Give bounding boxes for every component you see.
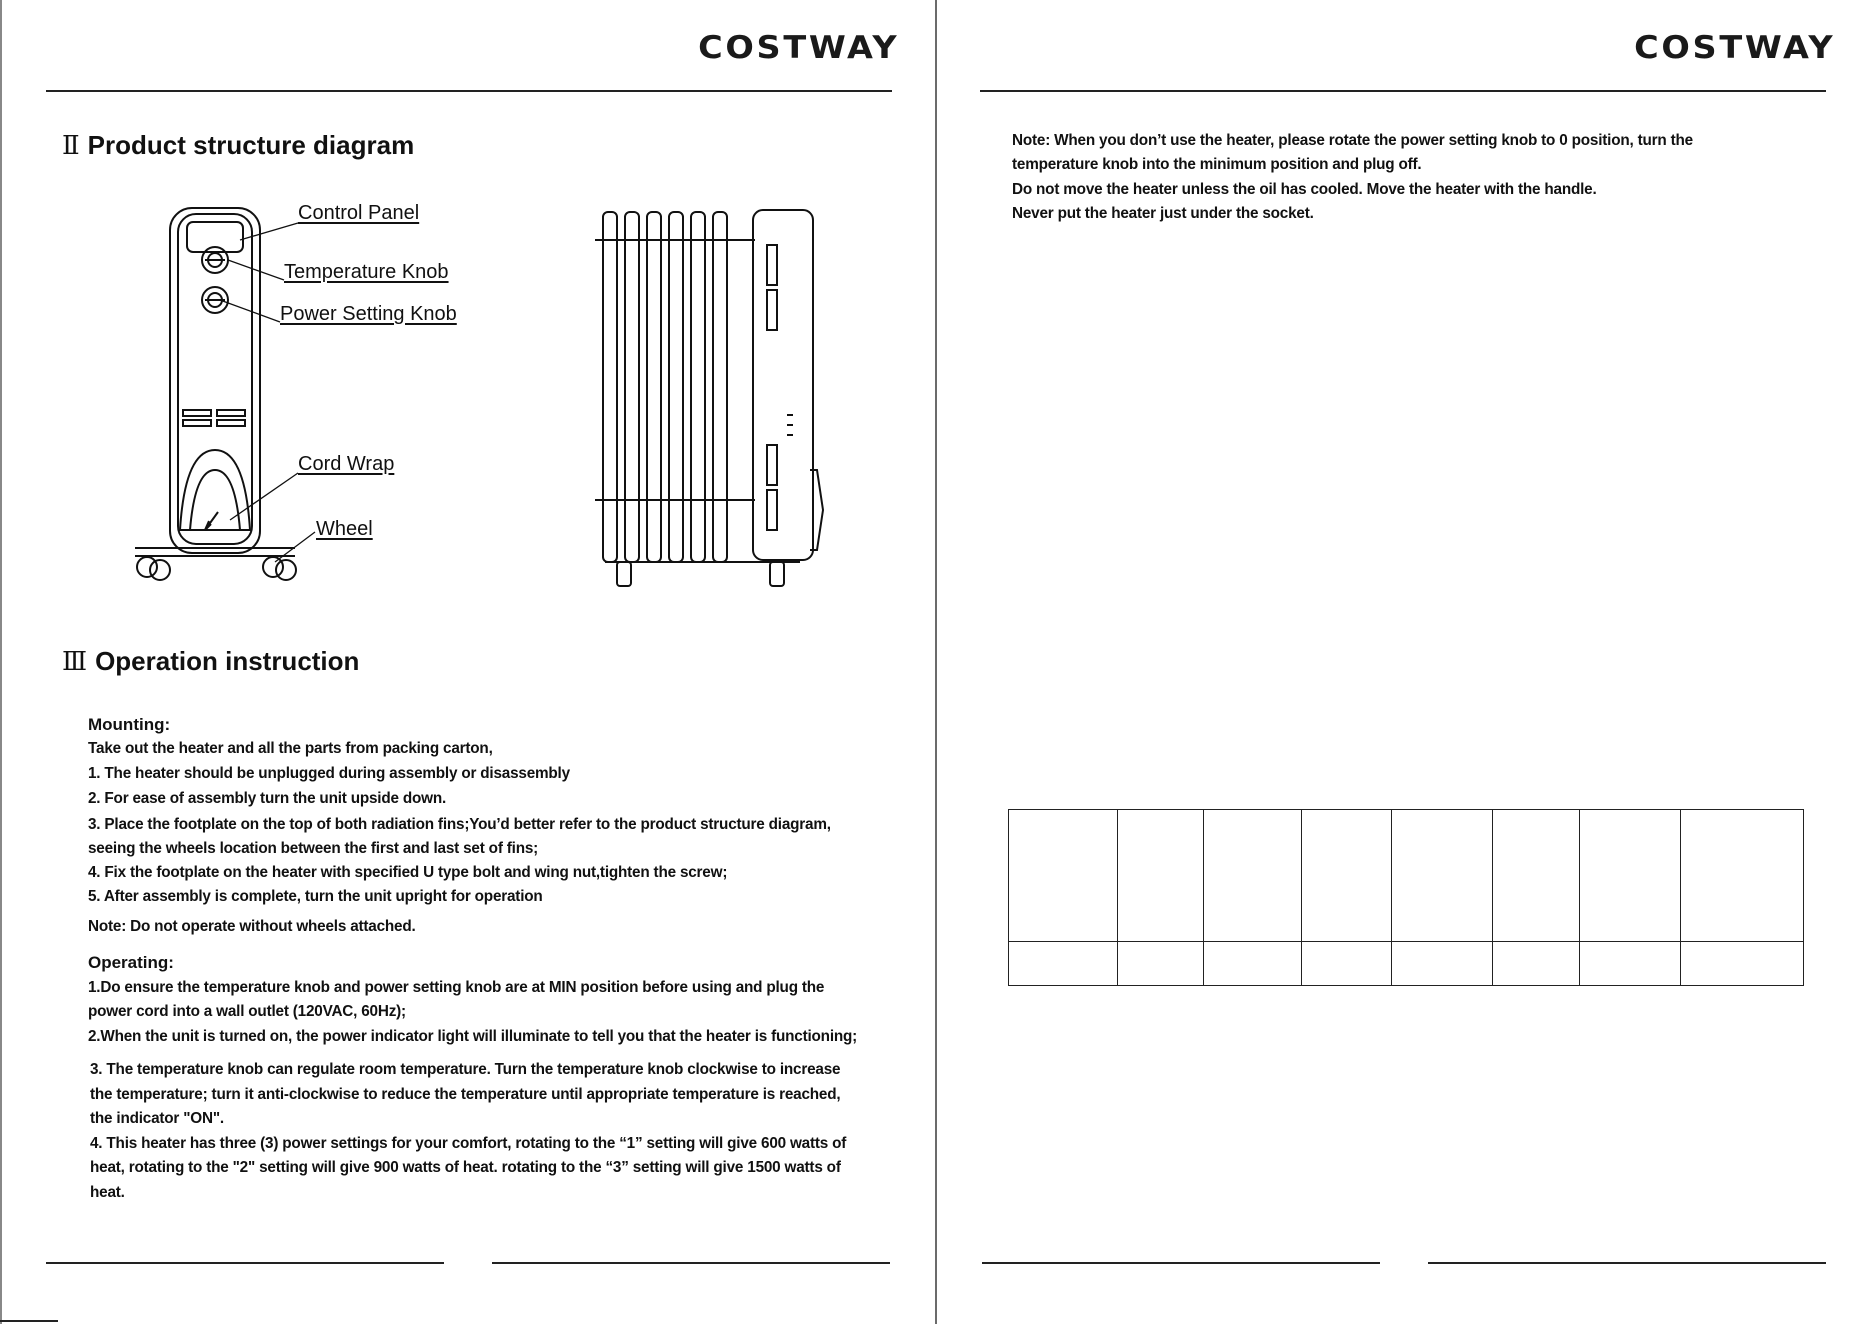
table-cell — [1681, 810, 1804, 942]
mounting-line: 1. The heater should be unplugged during assembly or disassembly — [88, 765, 570, 782]
table-cell — [1204, 942, 1302, 986]
table-cell — [1204, 810, 1302, 942]
mounting-line: 2. For ease of assembly turn the unit upside down. — [88, 790, 447, 807]
operating-line: 3. The temperature knob can regulate room temperature. Turn the temperature knob clockwise to increase — [90, 1061, 841, 1078]
section-title-structure — [62, 130, 414, 161]
table-cell — [1391, 810, 1493, 942]
table-cell — [1493, 942, 1580, 986]
mounting-line: 3. Place the footplate on the top of both radiation fins;You’d better refer to the product structure diagram, — [88, 816, 831, 833]
callout-temperature-knob: Temperature Knob — [284, 261, 449, 283]
callout-cord-wrap: Cord Wrap — [298, 453, 395, 475]
table-row — [1009, 810, 1804, 942]
brand-logo: COSTWAY — [698, 30, 900, 66]
table-cell — [1301, 942, 1391, 986]
usage-note-line: Never put the heater just under the socket. — [1012, 205, 1314, 222]
operating-line: heat. — [90, 1184, 125, 1201]
table-cell — [1681, 942, 1804, 986]
operating-line: heat, rotating to the "2" setting will give 900 watts of heat. rotating to the “3” setting will give 1500 watts of — [90, 1159, 841, 1176]
footer-rule-right — [1428, 1262, 1826, 1264]
mounting-line: 4. Fix the footplate on the heater with specified U type bolt and wing nut,tighten the screw; — [88, 864, 728, 881]
mounting-line: 5. After assembly is complete, turn the unit upright for operation — [88, 888, 543, 905]
right-page — [936, 0, 1872, 1324]
usage-note-line: Do not move the heater unless the oil has cooled. Move the heater with the handle. — [1012, 181, 1597, 198]
heater-side-view — [595, 200, 825, 595]
section-numeral: Ⅱ — [62, 131, 80, 161]
operating-line: 1.Do ensure the temperature knob and power setting knob are at MIN position before using and plug the — [88, 979, 825, 996]
footer-rule-left — [982, 1262, 1380, 1264]
callout-control-panel: Control Panel — [298, 202, 420, 224]
spec-table — [1008, 809, 1804, 986]
callout-leader-lines — [200, 200, 310, 550]
usage-note-line: temperature knob into the minimum position and plug off. — [1012, 156, 1422, 173]
mounting-line: seeing the wheels location between the first and last set of fins; — [88, 840, 539, 857]
table-cell — [1579, 942, 1681, 986]
table-cell — [1117, 942, 1204, 986]
footer-rule-left — [46, 1262, 444, 1264]
section-title-operation — [62, 646, 359, 677]
bottom-edge-rule — [0, 1320, 58, 1322]
table-cell — [1009, 810, 1118, 942]
operating-line: 4. This heater has three (3) power settings for your comfort, rotating to the “1” setting will give 600 watts of — [90, 1135, 847, 1152]
brand-logo: COSTWAY — [1634, 30, 1836, 66]
operating-heading: Operating: — [88, 953, 174, 972]
header-rule — [980, 90, 1826, 92]
callout-wheel: Wheel — [316, 518, 373, 540]
section-title-text: Operation instruction — [95, 646, 360, 676]
table-cell — [1391, 942, 1493, 986]
section-title-text: Product structure diagram — [87, 130, 415, 160]
usage-note-line: Note: When you don’t use the heater, please rotate the power setting knob to 0 position, turn the — [1012, 132, 1693, 149]
table-cell — [1493, 810, 1580, 942]
footer-rule-right — [492, 1262, 890, 1264]
section-numeral: Ⅲ — [62, 647, 88, 677]
table-cell — [1009, 942, 1118, 986]
table-row — [1009, 942, 1804, 986]
operating-line: the temperature; turn it anti-clockwise to reduce the temperature until appropriate temperature is reached, — [90, 1086, 841, 1103]
operating-line: the indicator "ON". — [90, 1110, 224, 1127]
callout-power-setting-knob: Power Setting Knob — [280, 303, 457, 325]
operating-line: power cord into a wall outlet (120VAC, 60Hz); — [88, 1003, 406, 1020]
table-cell — [1117, 810, 1204, 942]
table-cell — [1301, 810, 1391, 942]
operating-line: 2.When the unit is turned on, the power indicator light will illuminate to tell you that the heater is functioning; — [88, 1028, 858, 1045]
header-rule — [46, 90, 892, 92]
table-cell — [1579, 810, 1681, 942]
mounting-line: Take out the heater and all the parts from packing carton, — [88, 740, 493, 757]
mounting-note: Note: Do not operate without wheels attached. — [88, 918, 416, 935]
mounting-heading: Mounting: — [88, 715, 171, 734]
